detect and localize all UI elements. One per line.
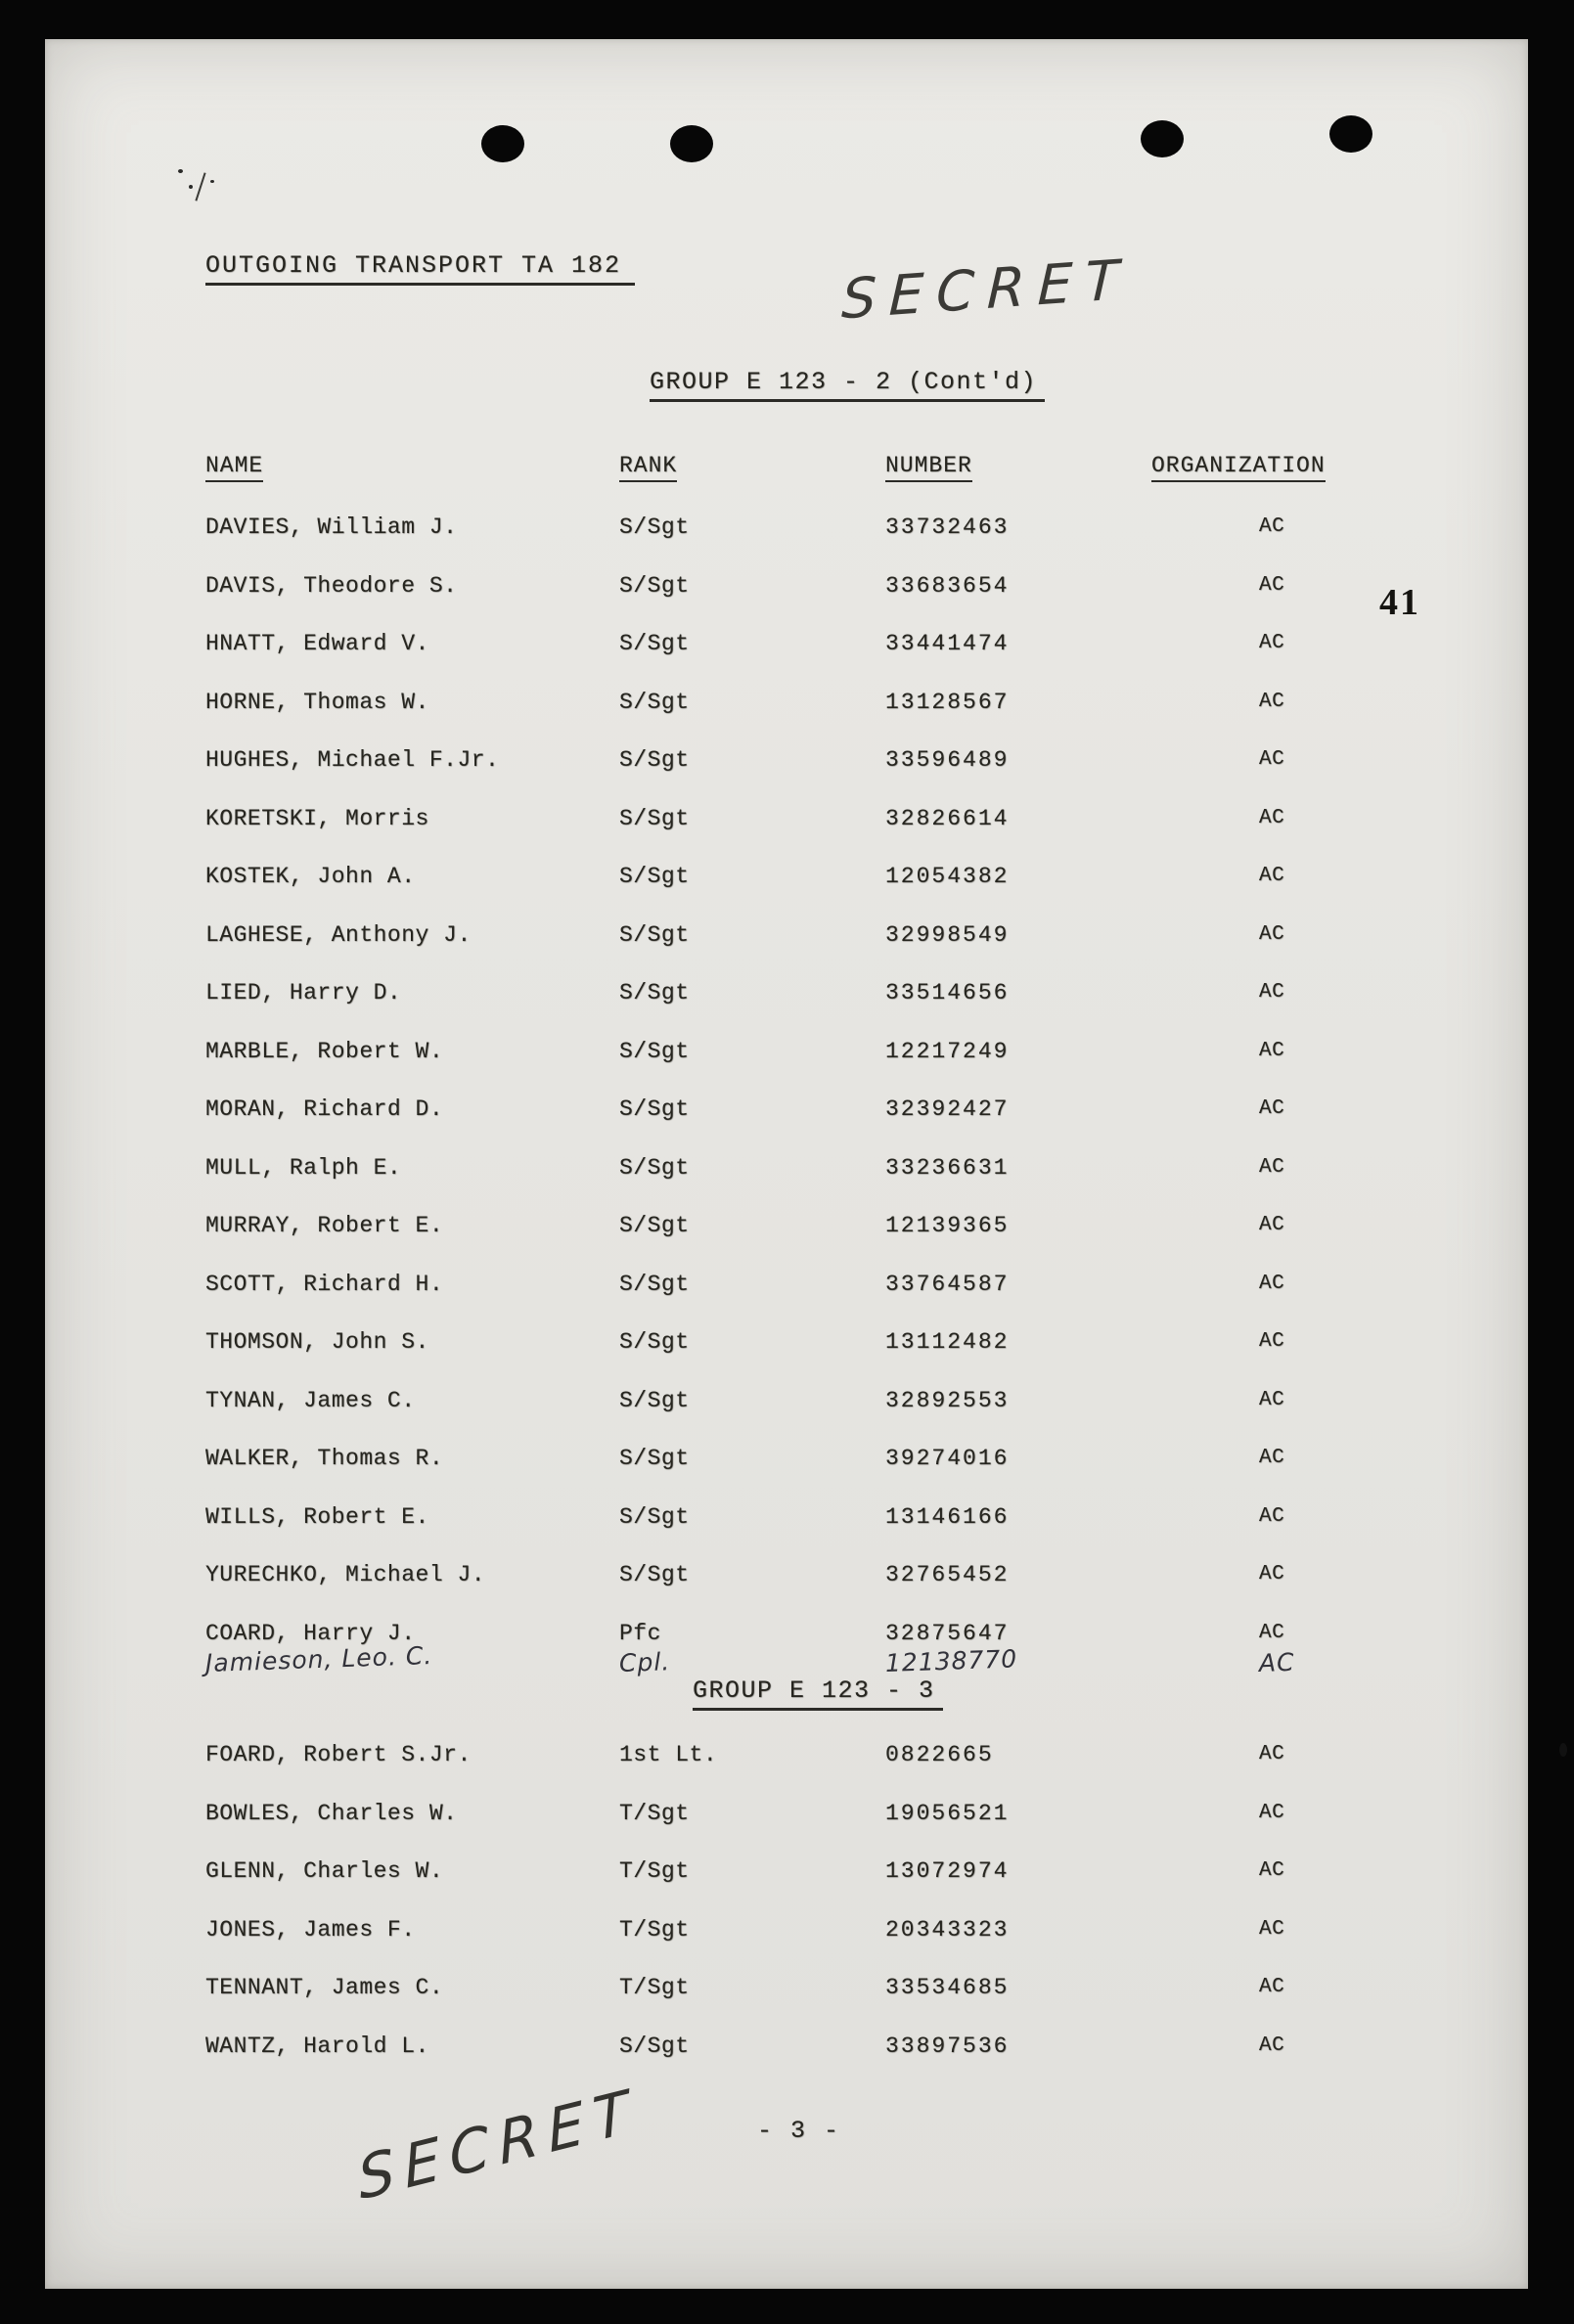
- footer-page-number: - 3 -: [757, 2117, 841, 2145]
- roster-row: [0, 804, 1574, 863]
- ink-speck-2: [189, 185, 193, 189]
- organization-cell: AC: [1259, 1155, 1285, 1179]
- rank-cell: S/Sgt: [619, 1038, 690, 1064]
- roster-row: [0, 1153, 1574, 1212]
- organization-cell: AC: [1259, 922, 1285, 946]
- roster-row: [0, 1095, 1574, 1153]
- name-cell: HORNE, Thomas W.: [205, 689, 429, 715]
- name-cell: TYNAN, James C.: [205, 1387, 416, 1413]
- name-cell: THOMSON, John S.: [205, 1329, 429, 1355]
- organization-cell: AC: [1259, 2034, 1285, 2057]
- number-cell: 33514656: [885, 980, 1010, 1006]
- column-header-name: NAME: [205, 453, 263, 482]
- group-title-1: GROUP E 123 - 2 (Cont'd): [650, 368, 1045, 402]
- organization-cell: AC: [1259, 1859, 1285, 1882]
- rank-cell: T/Sgt: [619, 1858, 690, 1884]
- roster-row: [0, 862, 1574, 920]
- name-cell: COARD, Harry J.: [205, 1620, 416, 1646]
- number-cell: 0822665: [885, 1742, 994, 1767]
- rank-cell: S/Sgt: [619, 1503, 690, 1530]
- name-cell: WANTZ, Harold L.: [205, 2033, 429, 2059]
- number-cell: 33441474: [885, 631, 1010, 656]
- roster-row: [0, 1973, 1574, 2032]
- name-cell: YURECHKO, Michael J.: [205, 1562, 486, 1587]
- name-cell: KOSTEK, John A.: [205, 864, 416, 889]
- roster-row: [0, 1386, 1574, 1445]
- number-cell: 12054382: [885, 864, 1010, 889]
- rank-cell: S/Sgt: [619, 572, 690, 599]
- organization-cell: AC: [1259, 1621, 1285, 1644]
- number-cell: 12217249: [885, 1038, 1010, 1064]
- punch-hole-3: [1141, 120, 1184, 157]
- organization-cell: AC: [1259, 981, 1285, 1004]
- number-cell: 13072974: [885, 1858, 1010, 1884]
- punch-hole-4: [1329, 115, 1372, 153]
- roster-row: [0, 1799, 1574, 1857]
- organization-cell: AC: [1259, 1801, 1285, 1824]
- roster-row: [0, 1856, 1574, 1915]
- number-cell: 12139365: [885, 1213, 1010, 1238]
- number-cell: 33534685: [885, 1975, 1010, 2000]
- number-cell: 32875647: [885, 1620, 1010, 1646]
- organization-cell: AC: [1259, 1563, 1285, 1586]
- roster-row: [0, 1444, 1574, 1502]
- roster-row: [0, 1502, 1574, 1561]
- roster-row: [0, 745, 1574, 804]
- name-cell: MURRAY, Robert E.: [205, 1213, 444, 1238]
- rank-cell: S/Sgt: [619, 747, 690, 773]
- roster-row: [0, 1037, 1574, 1095]
- rank-cell: S/Sgt: [619, 921, 690, 948]
- number-cell: 32892553: [885, 1387, 1010, 1413]
- number-cell: 13146166: [885, 1503, 1010, 1530]
- roster-row: [0, 513, 1574, 571]
- rank-cell: S/Sgt: [619, 1329, 690, 1355]
- name-cell: LIED, Harry D.: [205, 980, 402, 1006]
- roster-group-1: [0, 513, 1574, 1688]
- rank-cell: Cpl.: [618, 1647, 671, 1677]
- column-header-rank: RANK: [619, 453, 677, 482]
- rank-cell: S/Sgt: [619, 514, 690, 540]
- roster-row: [0, 688, 1574, 746]
- organization-cell: AC: [1259, 748, 1285, 771]
- roster-row: [0, 1211, 1574, 1270]
- name-cell: MULL, Ralph E.: [205, 1154, 402, 1181]
- rank-cell: 1st Lt.: [619, 1742, 718, 1767]
- secret-stamp-top: SECRET: [840, 247, 1133, 333]
- number-cell: 32998549: [885, 921, 1010, 948]
- rank-cell: S/Sgt: [619, 980, 690, 1006]
- organization-cell: AC: [1259, 1330, 1285, 1353]
- name-cell: HNATT, Edward V.: [205, 631, 429, 656]
- organization-cell: AC: [1259, 1447, 1285, 1469]
- name-cell: BOWLES, Charles W.: [205, 1800, 458, 1826]
- ink-speck-1: [178, 169, 183, 173]
- column-header-number: NUMBER: [885, 453, 972, 482]
- name-cell: KORETSKI, Morris: [205, 805, 429, 831]
- group-title-2: GROUP E 123 - 3: [693, 1676, 943, 1711]
- roster-row: [0, 1740, 1574, 1799]
- organization-cell: AC: [1259, 1976, 1285, 1998]
- number-cell: 33732463: [885, 514, 1010, 540]
- name-cell: WALKER, Thomas R.: [205, 1446, 444, 1471]
- column-header-organization: ORGANIZATION: [1151, 453, 1326, 482]
- rank-cell: S/Sgt: [619, 1446, 690, 1471]
- number-cell: 33897536: [885, 2033, 1010, 2059]
- rank-cell: S/Sgt: [619, 1154, 690, 1181]
- number-cell: 13128567: [885, 689, 1010, 715]
- document-title: OUTGOING TRANSPORT TA 182: [205, 251, 635, 286]
- rank-cell: T/Sgt: [619, 1916, 690, 1943]
- name-cell: HUGHES, Michael F.Jr.: [205, 747, 500, 773]
- name-cell: DAVIES, William J.: [205, 514, 458, 540]
- number-cell: 12138770: [884, 1644, 1018, 1677]
- roster-row: [0, 2032, 1574, 2090]
- organization-cell: AC: [1259, 632, 1285, 654]
- roster-row: [0, 629, 1574, 688]
- organization-cell: AC: [1259, 1214, 1285, 1236]
- name-cell: DAVIS, Theodore S.: [205, 572, 458, 599]
- organization-cell: AC: [1259, 1743, 1285, 1765]
- organization-cell: AC: [1259, 1272, 1285, 1295]
- punch-hole-1: [481, 125, 524, 162]
- ink-speck-3: [210, 180, 214, 183]
- organization-cell: AC: [1259, 865, 1285, 887]
- rank-cell: S/Sgt: [619, 1387, 690, 1413]
- number-cell: 33596489: [885, 747, 1010, 773]
- number-cell: 33236631: [885, 1154, 1010, 1181]
- rank-cell: S/Sgt: [619, 1096, 690, 1122]
- name-cell: FOARD, Robert S.Jr.: [205, 1742, 472, 1767]
- name-cell: WILLS, Robert E.: [205, 1503, 429, 1530]
- name-cell: Jamieson, Leo. C.: [204, 1640, 433, 1677]
- rank-cell: T/Sgt: [619, 1975, 690, 2000]
- number-cell: 39274016: [885, 1446, 1010, 1471]
- roster-group-2: [0, 1740, 1574, 2089]
- roster-row: [0, 1560, 1574, 1619]
- number-cell: 32765452: [885, 1562, 1010, 1587]
- organization-cell: AC: [1259, 690, 1285, 713]
- page-number-stamp: 41: [1379, 582, 1420, 623]
- rank-cell: S/Sgt: [619, 689, 690, 715]
- roster-row: [0, 571, 1574, 630]
- rank-cell: S/Sgt: [619, 1562, 690, 1587]
- rank-cell: S/Sgt: [619, 1271, 690, 1297]
- rank-cell: S/Sgt: [619, 2033, 690, 2059]
- number-cell: 19056521: [885, 1800, 1010, 1826]
- organization-cell: AC: [1259, 1097, 1285, 1120]
- organization-cell: AC: [1258, 1647, 1296, 1677]
- organization-cell: AC: [1259, 1504, 1285, 1528]
- name-cell: LAGHESE, Anthony J.: [205, 921, 472, 948]
- rank-cell: S/Sgt: [619, 864, 690, 889]
- name-cell: TENNANT, James C.: [205, 1975, 444, 2000]
- roster-row: [0, 1327, 1574, 1386]
- rank-cell: S/Sgt: [619, 805, 690, 831]
- organization-cell: AC: [1259, 573, 1285, 597]
- number-cell: 32392427: [885, 1096, 1010, 1122]
- name-cell: MORAN, Richard D.: [205, 1096, 444, 1122]
- secret-stamp-bottom: SECRET: [354, 2076, 642, 2214]
- organization-cell: AC: [1259, 806, 1285, 829]
- name-cell: JONES, James F.: [205, 1916, 416, 1943]
- rank-cell: T/Sgt: [619, 1800, 690, 1826]
- name-cell: MARBLE, Robert W.: [205, 1038, 444, 1064]
- number-cell: 32826614: [885, 805, 1010, 831]
- organization-cell: AC: [1259, 1388, 1285, 1411]
- name-cell: GLENN, Charles W.: [205, 1858, 444, 1884]
- rank-cell: S/Sgt: [619, 1213, 690, 1238]
- number-cell: 33683654: [885, 572, 1010, 599]
- organization-cell: AC: [1259, 1039, 1285, 1062]
- number-cell: 20343323: [885, 1916, 1010, 1943]
- name-cell: SCOTT, Richard H.: [205, 1271, 444, 1297]
- number-cell: 33764587: [885, 1271, 1010, 1297]
- organization-cell: AC: [1259, 1917, 1285, 1941]
- rank-cell: S/Sgt: [619, 631, 690, 656]
- roster-row: [0, 1915, 1574, 1974]
- number-cell: 13112482: [885, 1329, 1010, 1355]
- roster-row: [0, 920, 1574, 979]
- roster-row: [0, 1270, 1574, 1328]
- roster-row: [0, 978, 1574, 1037]
- organization-cell: AC: [1259, 515, 1285, 538]
- punch-hole-2: [670, 125, 713, 162]
- rank-cell: Pfc: [619, 1620, 661, 1646]
